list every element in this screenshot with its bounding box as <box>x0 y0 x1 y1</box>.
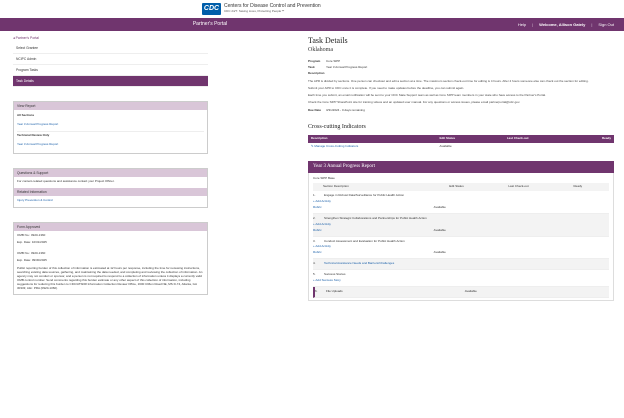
welcome-text: Welcome, Allison Gately <box>539 21 586 27</box>
view-report-title: View Report <box>14 102 207 110</box>
task-value: Year 3 Annual Progress Report <box>326 65 368 70</box>
section-number: 3. <box>313 238 316 243</box>
section-number: 5. <box>313 272 316 277</box>
indicator-status: Available <box>439 144 452 148</box>
back-arrow-icon: ◂ <box>13 36 16 40</box>
breadcrumb-label: Partner's Portal <box>15 36 39 40</box>
due-date-value: 3/31/2024 - 0 days remaining <box>326 108 365 113</box>
report-section-1 <box>313 191 609 214</box>
rubric-link[interactable]: Rubric <box>313 227 322 232</box>
questions-text: For content-related questions and assistance contact your Project Officer. <box>17 179 115 184</box>
description-para-1: The APR is divided by sections. One person can checkout and edit a section at a time. The maximum section check-out time for editing is 4 hours. After 4 hours someone else can check out the section for editing. <box>308 78 589 83</box>
report-section-6 <box>313 287 609 298</box>
questions-panel <box>13 168 208 208</box>
side-nav <box>13 43 208 87</box>
nav-separator: | <box>591 21 593 27</box>
form-approved-title: Form Approved <box>14 223 207 231</box>
sidebar <box>13 36 208 295</box>
rubric-link[interactable]: Rubric <box>313 250 322 255</box>
portal-title: Partner's Portal <box>192 21 228 27</box>
crosscutting-header-row <box>308 135 614 143</box>
add-activity-button[interactable]: + Add Activity <box>313 221 331 226</box>
description-para-3: Each time you submit, an email notification will be sent to your CDC State Support team as well as Core SIPP team members in your state who have access to the Partner's Portal. <box>308 92 546 97</box>
indicator-checkout <box>504 143 577 151</box>
task-meta <box>308 59 614 77</box>
program-label: Program <box>308 59 321 64</box>
report-section-5 <box>313 270 609 287</box>
report-section-2 <box>313 214 609 237</box>
help-link[interactable]: Help <box>517 21 527 27</box>
report-sections <box>308 173 614 300</box>
description-label: Description <box>308 70 325 75</box>
table-row <box>308 143 614 151</box>
add-activity-button[interactable]: + Add Activity <box>313 199 331 204</box>
nav-separator: | <box>532 21 534 27</box>
col-edit-status: Edit Status <box>439 136 456 141</box>
cdc-header <box>0 0 624 20</box>
report-section-4 <box>313 259 609 270</box>
section-number: 2. <box>313 215 316 220</box>
sidebar-item-task-details[interactable]: Task Details <box>13 76 208 87</box>
add-success-story-button[interactable]: + Add Success Story <box>313 277 341 282</box>
sidebar-item-select-grantee[interactable]: Select Grantee <box>13 43 208 54</box>
signout-link[interactable]: Sign Out <box>598 21 614 27</box>
col-ready: Ready <box>601 136 611 141</box>
cdc-logo[interactable]: CDC <box>202 3 221 15</box>
col-last-checkout: Last Check-out <box>508 184 529 189</box>
page-title: Task Details <box>308 36 348 45</box>
omb-number-2: OMB No.: 0920-1360 <box>17 251 46 256</box>
view-report-panel <box>13 101 208 154</box>
col-description: Description <box>311 136 328 141</box>
injury-prevention-link[interactable]: Injury Prevention & Control <box>17 198 53 203</box>
crosscutting-title: Cross-cutting Indicators <box>308 124 366 131</box>
report-header <box>313 183 609 191</box>
indicator-ready <box>577 143 614 151</box>
program-value: Core SIPP <box>326 59 341 64</box>
related-title: Related Information <box>14 188 207 196</box>
description-para-2: Submit your APR to CDC once it is complete. If you need to make updates before the deadline, you can submit again. <box>308 85 465 90</box>
section-title[interactable]: Engage in Robust Data/Surveillance for Public Health Action <box>324 193 405 198</box>
section-number: 1. <box>313 193 316 198</box>
section-status: Available <box>433 227 446 232</box>
col-last-checkout: Last Check-out <box>506 136 529 141</box>
description-para-4: Check the Core SIPP SharePoint site for training videos and an updated user manual. For any questions or access issues, please email partnerportal@cdc.gov. <box>308 99 521 104</box>
sidebar-item-program-tasks[interactable]: Program Tasks <box>13 65 208 76</box>
report-link-tech[interactable]: Year 3 Annual Progress Report <box>17 142 59 147</box>
due-date-label: Due Date <box>308 108 322 113</box>
section-status: Available <box>464 288 477 293</box>
col-ready: Ready <box>573 184 583 189</box>
report-link-all[interactable]: Year 3 Annual Progress Report <box>17 122 59 127</box>
sidebar-item-ncipc-admin[interactable]: NCIPC Admin <box>13 54 208 65</box>
omb-number-1: OMB No.: 0920-1360 <box>17 233 46 238</box>
main-content <box>308 36 614 301</box>
due-date-row <box>308 108 614 114</box>
section-status: Available <box>433 204 446 209</box>
org-tagline: CDC 24/7: Saving Lives, Protecting People™ <box>224 9 285 13</box>
section-title[interactable]: File Uploads <box>326 288 343 293</box>
col-section-description: Section Description <box>323 184 349 189</box>
section-title[interactable]: Success Stories <box>324 272 346 277</box>
tech-review-label: Technical Review Only <box>17 131 204 139</box>
report-base-label: Core SIPP Base <box>313 176 335 181</box>
portal-nav <box>518 22 614 27</box>
state-name: Oklahoma <box>308 47 333 54</box>
section-number: 6. <box>315 288 318 293</box>
manage-indicators-label: Manage Cross-Cutting Indicators <box>314 144 359 148</box>
edit-icon: ✎ <box>311 144 315 148</box>
col-edit-status: Edit Status <box>449 184 464 189</box>
breadcrumb[interactable] <box>13 36 208 40</box>
section-title[interactable]: Strengthen Strategic Collaborations and Partnerships for Public Health Action <box>324 215 427 220</box>
org-name: Centers for Disease Control and Prevention <box>224 3 321 9</box>
rubric-link[interactable]: Rubric <box>313 204 322 209</box>
burden-statement: Public reporting burden of this collection of information is estimated at 12 hours per response, including the time for reviewing instructions, searching existing data sources, gathering, and maintaining the data needed, and completing and reviewing the collection of information. An agency may not conduct or sponsor, and a person is not required to respond to a collection of information unless it displays a currently valid OMB control number. Send comments regarding this burden estimate or any other aspect of this collection of information, including suggestions for reducing this burden to CDC/ATSDR Information Collection Review Office, 1600 Clifton Road NE, MS D-74, Atlanta, GA 30333; Attn: PRA (0920-1360). <box>17 265 203 291</box>
section-title[interactable]: Technical Assistance Needs and Barriers/Challenges <box>324 261 395 266</box>
section-number: 4. <box>313 261 316 266</box>
exp-date-1: Exp. Date: 10/31/2025 <box>17 240 47 245</box>
portal-bar <box>0 18 624 31</box>
form-approved-panel <box>13 222 208 295</box>
exp-date-2: Exp. Date: 09/30/2025 <box>17 257 47 262</box>
all-sections-label: All Sections <box>17 112 35 117</box>
questions-title: Questions & Support <box>14 169 207 177</box>
add-activity-button[interactable]: + Add Activity <box>313 244 331 249</box>
section-title[interactable]: Conduct Assessment and Evaluation for Public Health Action <box>324 238 405 243</box>
manage-indicators-link[interactable] <box>308 143 437 151</box>
task-label: Task <box>308 65 315 70</box>
section-status: Available <box>433 250 446 255</box>
crosscutting-table <box>308 135 614 151</box>
report-title: Year 3 Annual Progress Report <box>308 161 614 174</box>
report-section-3 <box>313 237 609 260</box>
